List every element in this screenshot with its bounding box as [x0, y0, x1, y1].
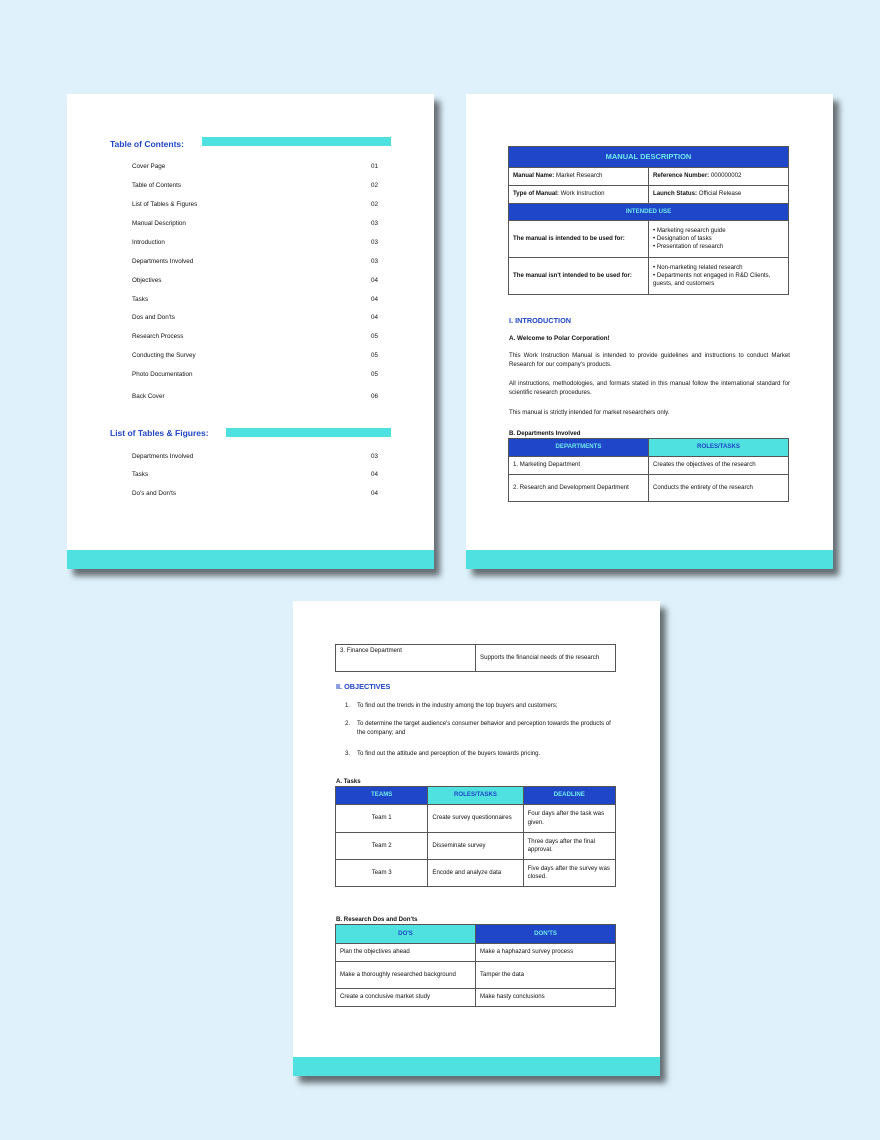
departments-table — [508, 438, 789, 502]
toc-item[interactable]: Manual Description 03 — [132, 220, 378, 227]
task-cell: Create survey questionnaires — [428, 805, 523, 833]
do-cell: Create a conclusive market study — [336, 989, 476, 1007]
lof-item[interactable]: Do's and Don'ts 04 — [132, 490, 378, 497]
toc-item[interactable]: Table of Contents 02 — [132, 182, 378, 189]
role-cell: Supports the financial needs of the research — [476, 645, 616, 672]
task-cell: Disseminate survey — [428, 833, 523, 860]
toc-item[interactable]: Cover Page 01 — [132, 163, 378, 170]
intended-use-header: INTENDED USE — [509, 204, 789, 221]
page-footer-bar — [466, 550, 833, 569]
department-cell: 1. Marketing Department — [509, 457, 649, 475]
toc-item[interactable]: Tasks 04 — [132, 296, 378, 303]
lof-title: List of Tables & Figures: — [110, 428, 209, 438]
toc-item[interactable]: Photo Documentation 05 — [132, 371, 378, 378]
lof-item[interactable]: Tasks 04 — [132, 471, 378, 478]
objectives-heading: II. OBJECTIVES — [336, 682, 391, 691]
roles-col-header: ROLES/TASKS — [649, 439, 789, 457]
page-footer-bar — [293, 1057, 660, 1076]
team-cell: Team 1 — [336, 805, 428, 833]
donts-col-header: DON'TS — [476, 925, 616, 944]
do-cell: Plan the objectives ahead — [336, 944, 476, 962]
dont-cell: Make hasty conclusions — [476, 989, 616, 1007]
dos-donts-heading: B. Research Dos and Don'ts — [336, 916, 418, 923]
manual-description-page — [466, 94, 833, 569]
toc-item[interactable]: Research Process 05 — [132, 333, 378, 340]
deadline-cell: Five days after the survey was closed. — [523, 860, 615, 887]
role-cell: Creates the objectives of the research — [649, 457, 789, 475]
tasks-col-header: ROLES/TASKS — [428, 787, 523, 805]
toc-title: Table of Contents: — [110, 139, 184, 149]
objectives-page — [293, 601, 660, 1076]
role-cell: Conducts the entirety of the research — [649, 475, 789, 502]
toc-item[interactable]: Introduction 03 — [132, 239, 378, 246]
departments-col-header: DEPARTMENTS — [509, 439, 649, 457]
intro-paragraph-3: This manual is strictly intended for market researchers only. — [509, 409, 670, 416]
team-cell: Team 3 — [336, 860, 428, 887]
intro-paragraph-2: All instructions, methodologies, and formats stated in this manual follow the international standard for scientific research procedures. — [509, 380, 790, 396]
toc-item[interactable]: Dos and Don'ts 04 — [132, 314, 378, 321]
page-footer-bar — [67, 550, 434, 569]
toc-item[interactable]: Conducting the Survey 05 — [132, 352, 378, 359]
objective-item: 1. To find out the trends in the industry among the top buyers and customers; — [345, 702, 558, 709]
do-cell: Make a thoroughly researched background — [336, 962, 476, 989]
toc-item[interactable]: Objectives 04 — [132, 277, 378, 284]
not-for-label: The manual isn't intended to be used for: — [509, 258, 649, 295]
toc-page — [67, 94, 434, 569]
toc-item[interactable]: List of Tables & Figures 02 — [132, 201, 378, 208]
deadline-cell: Three days after the final approval. — [523, 833, 615, 860]
intro-paragraph-1: This Work Instruction Manual is intended to provide guidelines and instructions to conduct Market Research for our company's products. — [509, 352, 790, 368]
welcome-heading: A. Welcome to Polar Corporation! — [509, 335, 610, 342]
manual-description-table — [508, 146, 789, 295]
team-cell: Team 2 — [336, 833, 428, 860]
departments-heading: B. Departments Involved — [509, 430, 581, 437]
lof-item[interactable]: Departments Involved 03 — [132, 453, 378, 460]
departments-table-continued — [335, 644, 616, 672]
teams-col-header: TEAMS — [336, 787, 428, 805]
toc-title-bar — [202, 137, 391, 146]
lof-title-bar — [226, 428, 391, 437]
launch-status-cell: Launch Status: Official Release — [649, 186, 789, 204]
manual-type-cell: Type of Manual: Work Instruction — [509, 186, 649, 204]
task-cell: Encode and analyze data — [428, 860, 523, 887]
used-for-label: The manual is intended to be used for: — [509, 221, 649, 258]
objective-item: 2. To determine the target audience's consumer behavior and perception towards the products of the company; and — [345, 720, 611, 736]
introduction-heading: I. INTRODUCTION — [509, 316, 572, 325]
dont-cell: Make a haphazard survey process — [476, 944, 616, 962]
dont-cell: Tamper the data — [476, 962, 616, 989]
manual-description-header: MANUAL DESCRIPTION — [509, 147, 789, 168]
used-for-list: • Marketing research guide • Designation of tasks • Presentation of research — [649, 221, 789, 258]
not-for-list: • Non-marketing related research • Departments not engaged in R&D Clients, guests, and customers — [649, 258, 789, 295]
tasks-table — [335, 786, 616, 887]
manual-name-cell: Manual Name: Market Research — [509, 168, 649, 186]
department-cell: 3. Finance Department — [336, 645, 476, 672]
deadline-col-header: DEADLINE — [523, 787, 615, 805]
tasks-heading: A. Tasks — [336, 778, 361, 785]
department-cell: 2. Research and Development Department — [509, 475, 649, 502]
dos-col-header: DO'S — [336, 925, 476, 944]
toc-item[interactable]: Back Cover 06 — [132, 393, 378, 400]
reference-number-cell: Reference Number: 000000002 — [649, 168, 789, 186]
objective-item: 3. To find out the attitude and perception of the buyers towards pricing. — [345, 750, 541, 757]
toc-item[interactable]: Departments Involved 03 — [132, 258, 378, 265]
deadline-cell: Four days after the task was given. — [523, 805, 615, 833]
dos-donts-table — [335, 924, 616, 1007]
